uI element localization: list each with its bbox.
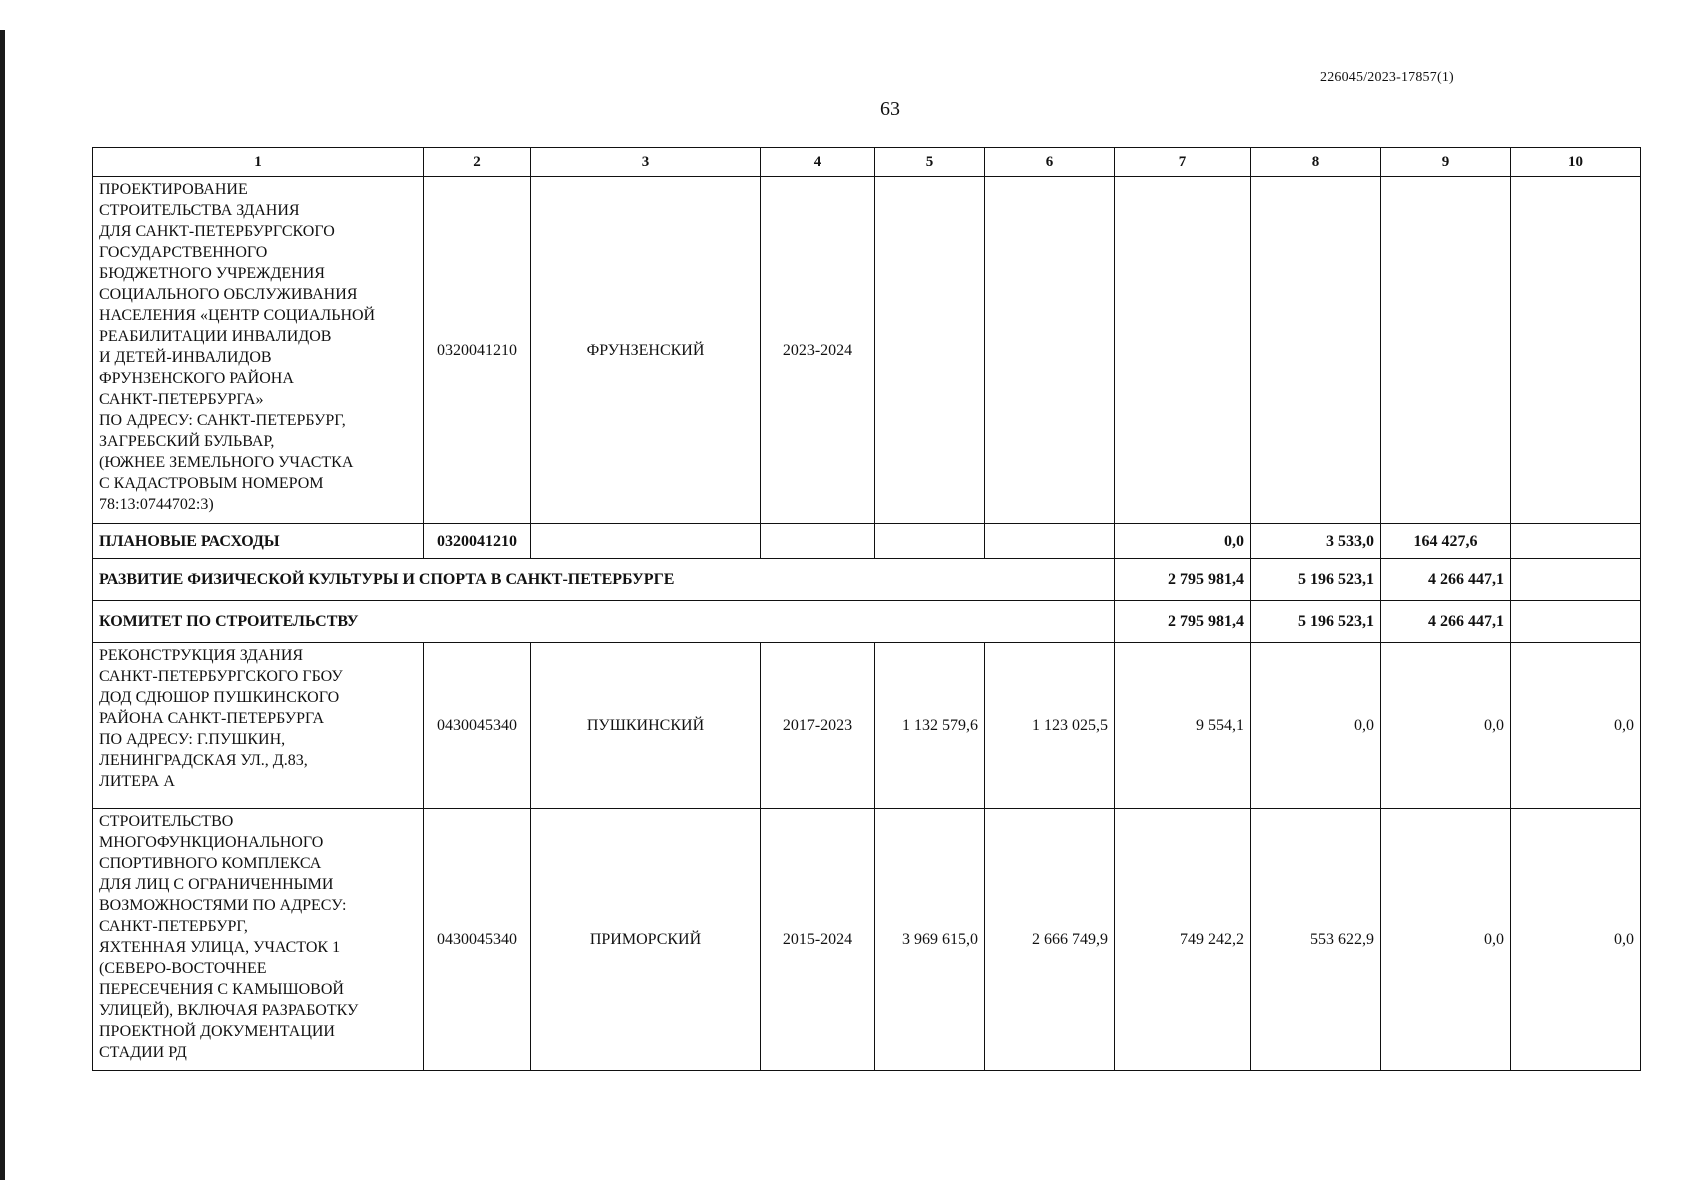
budget-code: 0320041210 [424, 177, 531, 524]
cell-empty [1251, 177, 1381, 524]
value-col6: 1 123 025,5 [985, 643, 1115, 809]
column-header: 10 [1511, 148, 1641, 177]
value-col7: 9 554,1 [1115, 643, 1251, 809]
table-row [93, 643, 1641, 809]
value-col5: 1 132 579,6 [875, 643, 985, 809]
value-col9: 164 427,6 [1381, 524, 1511, 559]
period: 2017-2023 [761, 643, 875, 809]
page-number: 63 [880, 98, 900, 120]
district: ПРИМОРСКИЙ [531, 809, 761, 1071]
committee-row [93, 601, 1641, 643]
section-row [93, 559, 1641, 601]
header-row [93, 148, 1641, 177]
cell-empty [1115, 177, 1251, 524]
column-header: 2 [424, 148, 531, 177]
value-col9: 4 266 447,1 [1381, 559, 1511, 601]
cell-empty [1511, 601, 1641, 643]
cell-empty [985, 177, 1115, 524]
value-col7: 0,0 [1115, 524, 1251, 559]
column-header: 5 [875, 148, 985, 177]
budget-code: 0430045340 [424, 809, 531, 1071]
column-header: 6 [985, 148, 1115, 177]
project-name: СТРОИТЕЛЬСТВО МНОГОФУНКЦИОНАЛЬНОГО СПОРТИВНОГО КОМПЛЕКСА ДЛЯ ЛИЦ С ОГРАНИЧЕННЫМИ ВОЗМОЖНОСТЯМИ ПО АДРЕСУ: САНКТ-ПЕТЕРБУРГ, ЯХТЕННАЯ УЛИЦА, УЧАСТОК 1 (СЕВЕРО-ВОСТОЧНЕЕ ПЕРЕСЕЧЕНИЯ С КАМЫШОВОЙ УЛИЦЕЙ), ВКЛЮЧАЯ РАЗРАБОТКУ ПРОЕКТНОЙ ДОКУМЕНТАЦИИ СТАДИИ РД [93, 809, 424, 1071]
district: ПУШКИНСКИЙ [531, 643, 761, 809]
cell-empty [1511, 559, 1641, 601]
column-header: 3 [531, 148, 761, 177]
period: 2023-2024 [761, 177, 875, 524]
value-col10: 0,0 [1511, 643, 1641, 809]
table-row [93, 809, 1641, 1071]
column-header: 9 [1381, 148, 1511, 177]
project-name: ПРОЕКТИРОВАНИЕ СТРОИТЕЛЬСТВА ЗДАНИЯ ДЛЯ САНКТ-ПЕТЕРБУРГСКОГО ГОСУДАРСТВЕННОГО БЮДЖЕТНОГО УЧРЕЖДЕНИЯ СОЦИАЛЬНОГО ОБСЛУЖИВАНИЯ НАСЕЛЕНИЯ «ЦЕНТР СОЦИАЛЬНОЙ РЕАБИЛИТАЦИИ ИНВАЛИДОВ И ДЕТЕЙ-ИНВАЛИДОВ ФРУНЗЕНСКОГО РАЙОНА САНКТ-ПЕТЕРБУРГА» ПО АДРЕСУ: САНКТ-ПЕТЕРБУРГ, ЗАГРЕБСКИЙ БУЛЬВАР, (ЮЖНЕЕ ЗЕМЕЛЬНОГО УЧАСТКА С КАДАСТРОВЫМ НОМЕРОМ 78:13:0744702:3) [93, 177, 424, 524]
cell-empty [875, 177, 985, 524]
committee-title: КОМИТЕТ ПО СТРОИТЕЛЬСТВУ [93, 601, 1115, 643]
budget-code: 0430045340 [424, 643, 531, 809]
value-col8: 0,0 [1251, 643, 1381, 809]
section-title: РАЗВИТИЕ ФИЗИЧЕСКОЙ КУЛЬТУРЫ И СПОРТА В САНКТ-ПЕТЕРБУРГЕ [93, 559, 1115, 601]
column-header: 8 [1251, 148, 1381, 177]
value-col8: 5 196 523,1 [1251, 601, 1381, 643]
cell-empty [531, 524, 761, 559]
budget-table [92, 147, 1641, 1071]
cell-empty [761, 524, 875, 559]
period: 2015-2024 [761, 809, 875, 1071]
cell-empty [1511, 177, 1641, 524]
value-col8: 3 533,0 [1251, 524, 1381, 559]
value-col9: 4 266 447,1 [1381, 601, 1511, 643]
district: ФРУНЗЕНСКИЙ [531, 177, 761, 524]
value-col6: 2 666 749,9 [985, 809, 1115, 1071]
cell-empty [875, 524, 985, 559]
planned-expenses-row [93, 524, 1641, 559]
budget-code: 0320041210 [424, 524, 531, 559]
cell-empty [1381, 177, 1511, 524]
value-col7: 2 795 981,4 [1115, 601, 1251, 643]
project-name: РЕКОНСТРУКЦИЯ ЗДАНИЯ САНКТ-ПЕТЕРБУРГСКОГО ГБОУ ДОД СДЮШОР ПУШКИНСКОГО РАЙОНА САНКТ-ПЕТЕРБУРГА ПО АДРЕСУ: Г.ПУШКИН, ЛЕНИНГРАДСКАЯ УЛ., Д.83, ЛИТЕРА А [93, 643, 424, 809]
planned-expenses-label: ПЛАНОВЫЕ РАСХОДЫ [93, 524, 424, 559]
cell-empty [1511, 524, 1641, 559]
column-header: 1 [93, 148, 424, 177]
column-header: 7 [1115, 148, 1251, 177]
value-col7: 2 795 981,4 [1115, 559, 1251, 601]
column-header: 4 [761, 148, 875, 177]
value-col8: 553 622,9 [1251, 809, 1381, 1071]
document-number: 226045/2023-17857(1) [1320, 70, 1454, 85]
value-col7: 749 242,2 [1115, 809, 1251, 1071]
value-col9: 0,0 [1381, 809, 1511, 1071]
value-col5: 3 969 615,0 [875, 809, 985, 1071]
value-col9: 0,0 [1381, 643, 1511, 809]
table-row [93, 177, 1641, 524]
cell-empty [985, 524, 1115, 559]
value-col10: 0,0 [1511, 809, 1641, 1071]
scan-edge [0, 30, 5, 1180]
value-col8: 5 196 523,1 [1251, 559, 1381, 601]
